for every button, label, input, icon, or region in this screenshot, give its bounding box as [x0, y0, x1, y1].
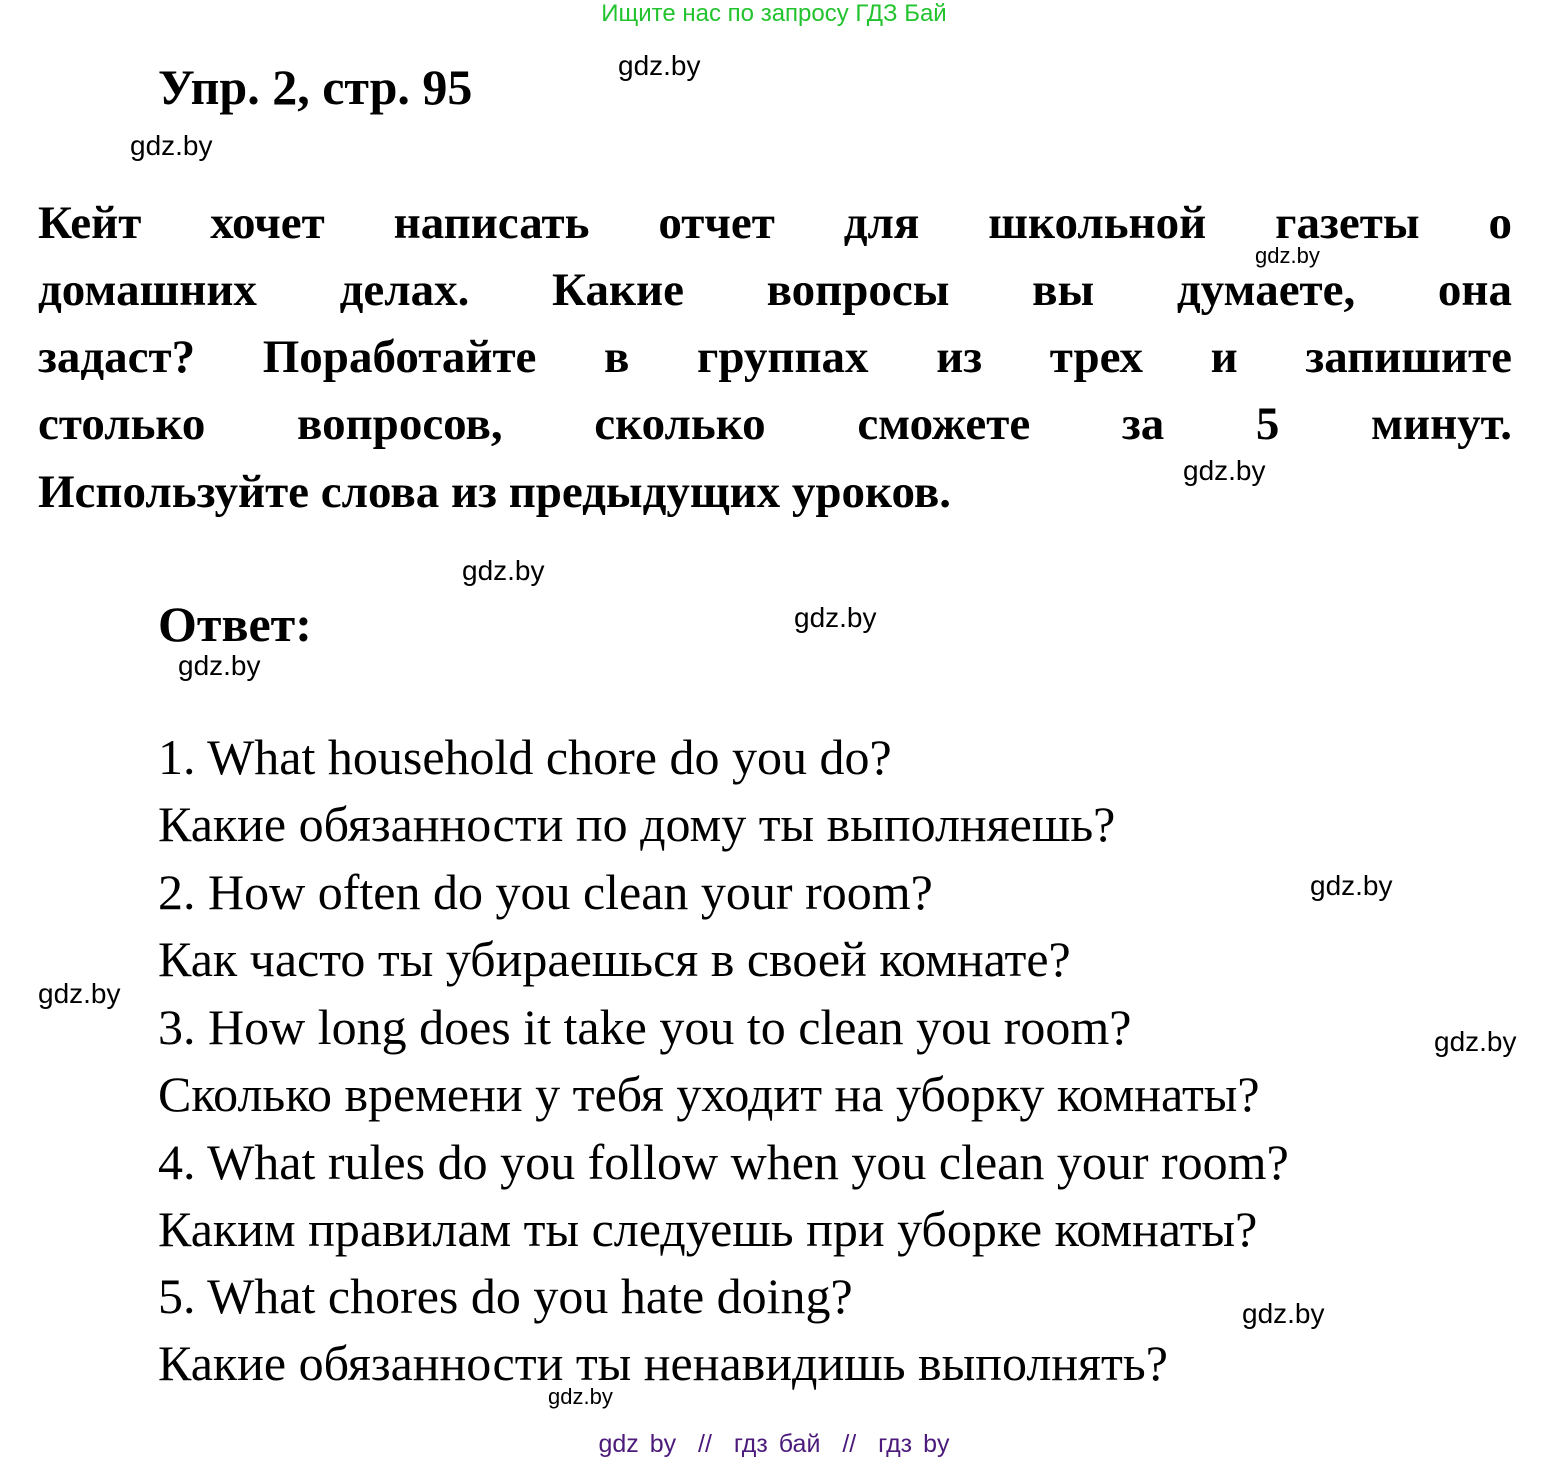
answer-line: 3. How long does it take you to clean you room? [158, 999, 1132, 1055]
search-banner: Ищите нас по запросу ГДЗ Бай [601, 0, 947, 27]
answer-line: Какие обязанности по дому ты выполняешь? [158, 796, 1116, 852]
task-line: задаст? Поработайте в группах из трех и запишите [38, 331, 1512, 383]
watermark: gdz.by [1310, 870, 1393, 901]
answer-line: 2. How often do you clean your room? [158, 864, 933, 920]
watermark: gdz.by [618, 50, 701, 81]
task-line: Используйте слова из предыдущих уроков. [38, 466, 951, 518]
answer-line: Сколько времени у тебя уходит на уборку комнаты? [158, 1066, 1260, 1122]
answer-line: Каким правилам ты следуешь при уборке комнаты? [158, 1201, 1258, 1257]
watermark: gdz.by [178, 650, 261, 681]
task-line: домашних делах. Какие вопросы вы думаете, она [38, 264, 1512, 316]
watermark: gdz.by [794, 602, 877, 633]
task-line: Кейт хочет написать отчет для школьной газеты о [38, 197, 1512, 249]
answer-line: 5. What chores do you hate doing? [158, 1268, 853, 1324]
exercise-title: Упр. 2, стр. 95 [158, 59, 473, 115]
task-line: столько вопросов, сколько сможете за 5 минут. [38, 398, 1512, 450]
watermark: gdz.by [462, 555, 545, 586]
answer-line: Как часто ты убираешься в своей комнате? [158, 931, 1071, 987]
answer-line: 1. What household chore do you do? [158, 729, 892, 785]
footer-links: gdz by // гдз бай // гдз by [598, 1430, 950, 1458]
watermark: gdz.by [548, 1384, 613, 1409]
answer-line: Какие обязанности ты ненавидишь выполнять? [158, 1335, 1168, 1391]
watermark: gdz.by [1434, 1026, 1517, 1057]
watermark: gdz.by [1183, 455, 1266, 486]
answer-label: Ответ: [158, 596, 312, 652]
answer-line: 4. What rules do you follow when you clean your room? [158, 1134, 1289, 1190]
watermark: gdz.by [130, 130, 213, 161]
watermark: gdz.by [1255, 243, 1320, 268]
watermark: gdz.by [38, 978, 121, 1009]
watermark: gdz.by [1242, 1298, 1325, 1329]
